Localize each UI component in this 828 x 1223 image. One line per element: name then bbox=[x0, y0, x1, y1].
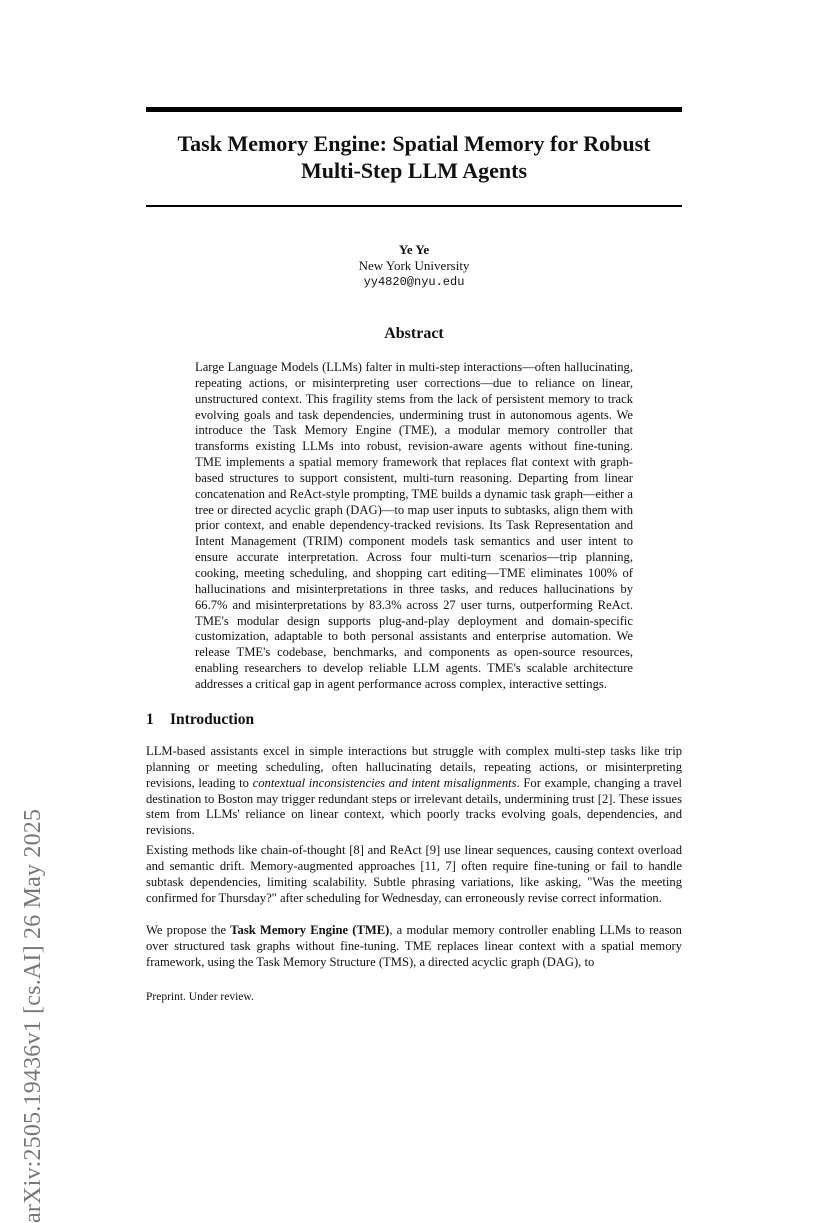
author-name: Ye Ye bbox=[398, 242, 430, 257]
title-top-rule bbox=[146, 107, 682, 112]
paper-title: Task Memory Engine: Spatial Memory for Robust Multi-Step LLM Agents bbox=[177, 131, 651, 183]
intro-p1-text-a: LLM-based assistants excel in simple interactions but struggle with complex multi-step tasks like trip planning or meeting scheduling, often hallucinating details, repeating actions, or misinterpreting revisions, leading to bbox=[146, 744, 682, 790]
abstract-heading: Abstract bbox=[384, 325, 444, 342]
intro-paragraph-3 bbox=[146, 923, 682, 971]
author-email: yy4820@nyu.edu bbox=[363, 275, 465, 289]
author-block bbox=[146, 242, 682, 290]
title-bottom-rule bbox=[146, 205, 682, 207]
section-number: 1 bbox=[146, 711, 154, 728]
page-footer: Preprint. Under review. bbox=[146, 991, 254, 1003]
arxiv-sidebar bbox=[20, 300, 58, 1223]
intro-paragraph-1 bbox=[146, 744, 682, 839]
abstract-text: Large Language Models (LLMs) falter in multi-step interactions—often hallucinating, repeating actions, or misinterpreting user corrections—due to reliance on linear, unstructured context. This fragility stems from the lack of persistent memory to track evolving goals and task dependencies, undermining trust in autonomous agents. We introduce the Task Memory Engine (TME), a modular memory controller that transforms existing LLMs into robust, revision-aware agents without fine-tuning. TME implements a spatial memory framework that replaces flat context with graph-based structures to support consistent, multi-turn reasoning. Departing from linear concatenation and ReAct-style prompting, TME builds a dynamic task graph—either a tree or directed acyclic graph (DAG)—to map user inputs to subtasks, align them with prior context, and enable dependency-tracked revisions. Its Task Representation and Intent Management (TRIM) component models task semantics and user intent to ensure accurate interpretation. Across four multi-turn scenarios—trip planning, cooking, meeting scheduling, and shopping cart editing—TME eliminates 100% of hallucinations and misinterpretations in three tasks, and reduces hallucinations by 66.7% and misinterpretations by 83.3% across 27 user turns, outperforming ReAct. TME's modular design supports plug-and-play deployment and domain-specific customization, adaptable to both personal assistants and enterprise automation. We release TME's codebase, benchmarks, and components as open-source resources, enabling researchers to develop reliable LLM agents. TME's scalable architecture addresses a critical gap in agent performance across complex, interactive settings. bbox=[195, 360, 633, 691]
intro-p3-bold: Task Memory Engine (TME) bbox=[230, 923, 390, 937]
intro-p1-text-b: . For example, changing a travel destination to Boston may trigger redundant steps or irrelevant details, undermining trust [2]. These issues stem from LLMs' reliance on linear context, which poorly tracks evolving goals, dependencies, and revisions. bbox=[146, 775, 682, 838]
intro-p3-text-b: , a modular memory controller enabling LLMs to reason over structured task graphs without fine-tuning. TME replaces linear context with a spatial memory framework, using the Task Memory Structure (TMS), a directed acyclic graph (DAG), to bbox=[146, 923, 682, 969]
arxiv-identifier: arXiv:2505.19436v1 [cs.AI] 26 May 2025 bbox=[20, 808, 46, 1223]
intro-paragraph-2: Existing methods like chain-of-thought [8] and ReAct [9] use linear sequences, causing context overload and semantic drift. Memory-augmented approaches [11, 7] often require fine-tuning or fail to handle subtask dependencies, limiting scalability. Subtle phrasing variations, like asking, "Was the meeting confirmed for Thursday?" after scheduling for Wednesday, can erroneously revise correct information. bbox=[146, 843, 682, 905]
author-affiliation: New York University bbox=[358, 258, 470, 273]
intro-p3-text-a: We propose the bbox=[146, 923, 231, 937]
section-heading-introduction bbox=[146, 711, 682, 729]
intro-p1-emphasis: contextual inconsistencies and intent misalignments bbox=[252, 775, 517, 790]
section-title: Introduction bbox=[170, 711, 255, 728]
